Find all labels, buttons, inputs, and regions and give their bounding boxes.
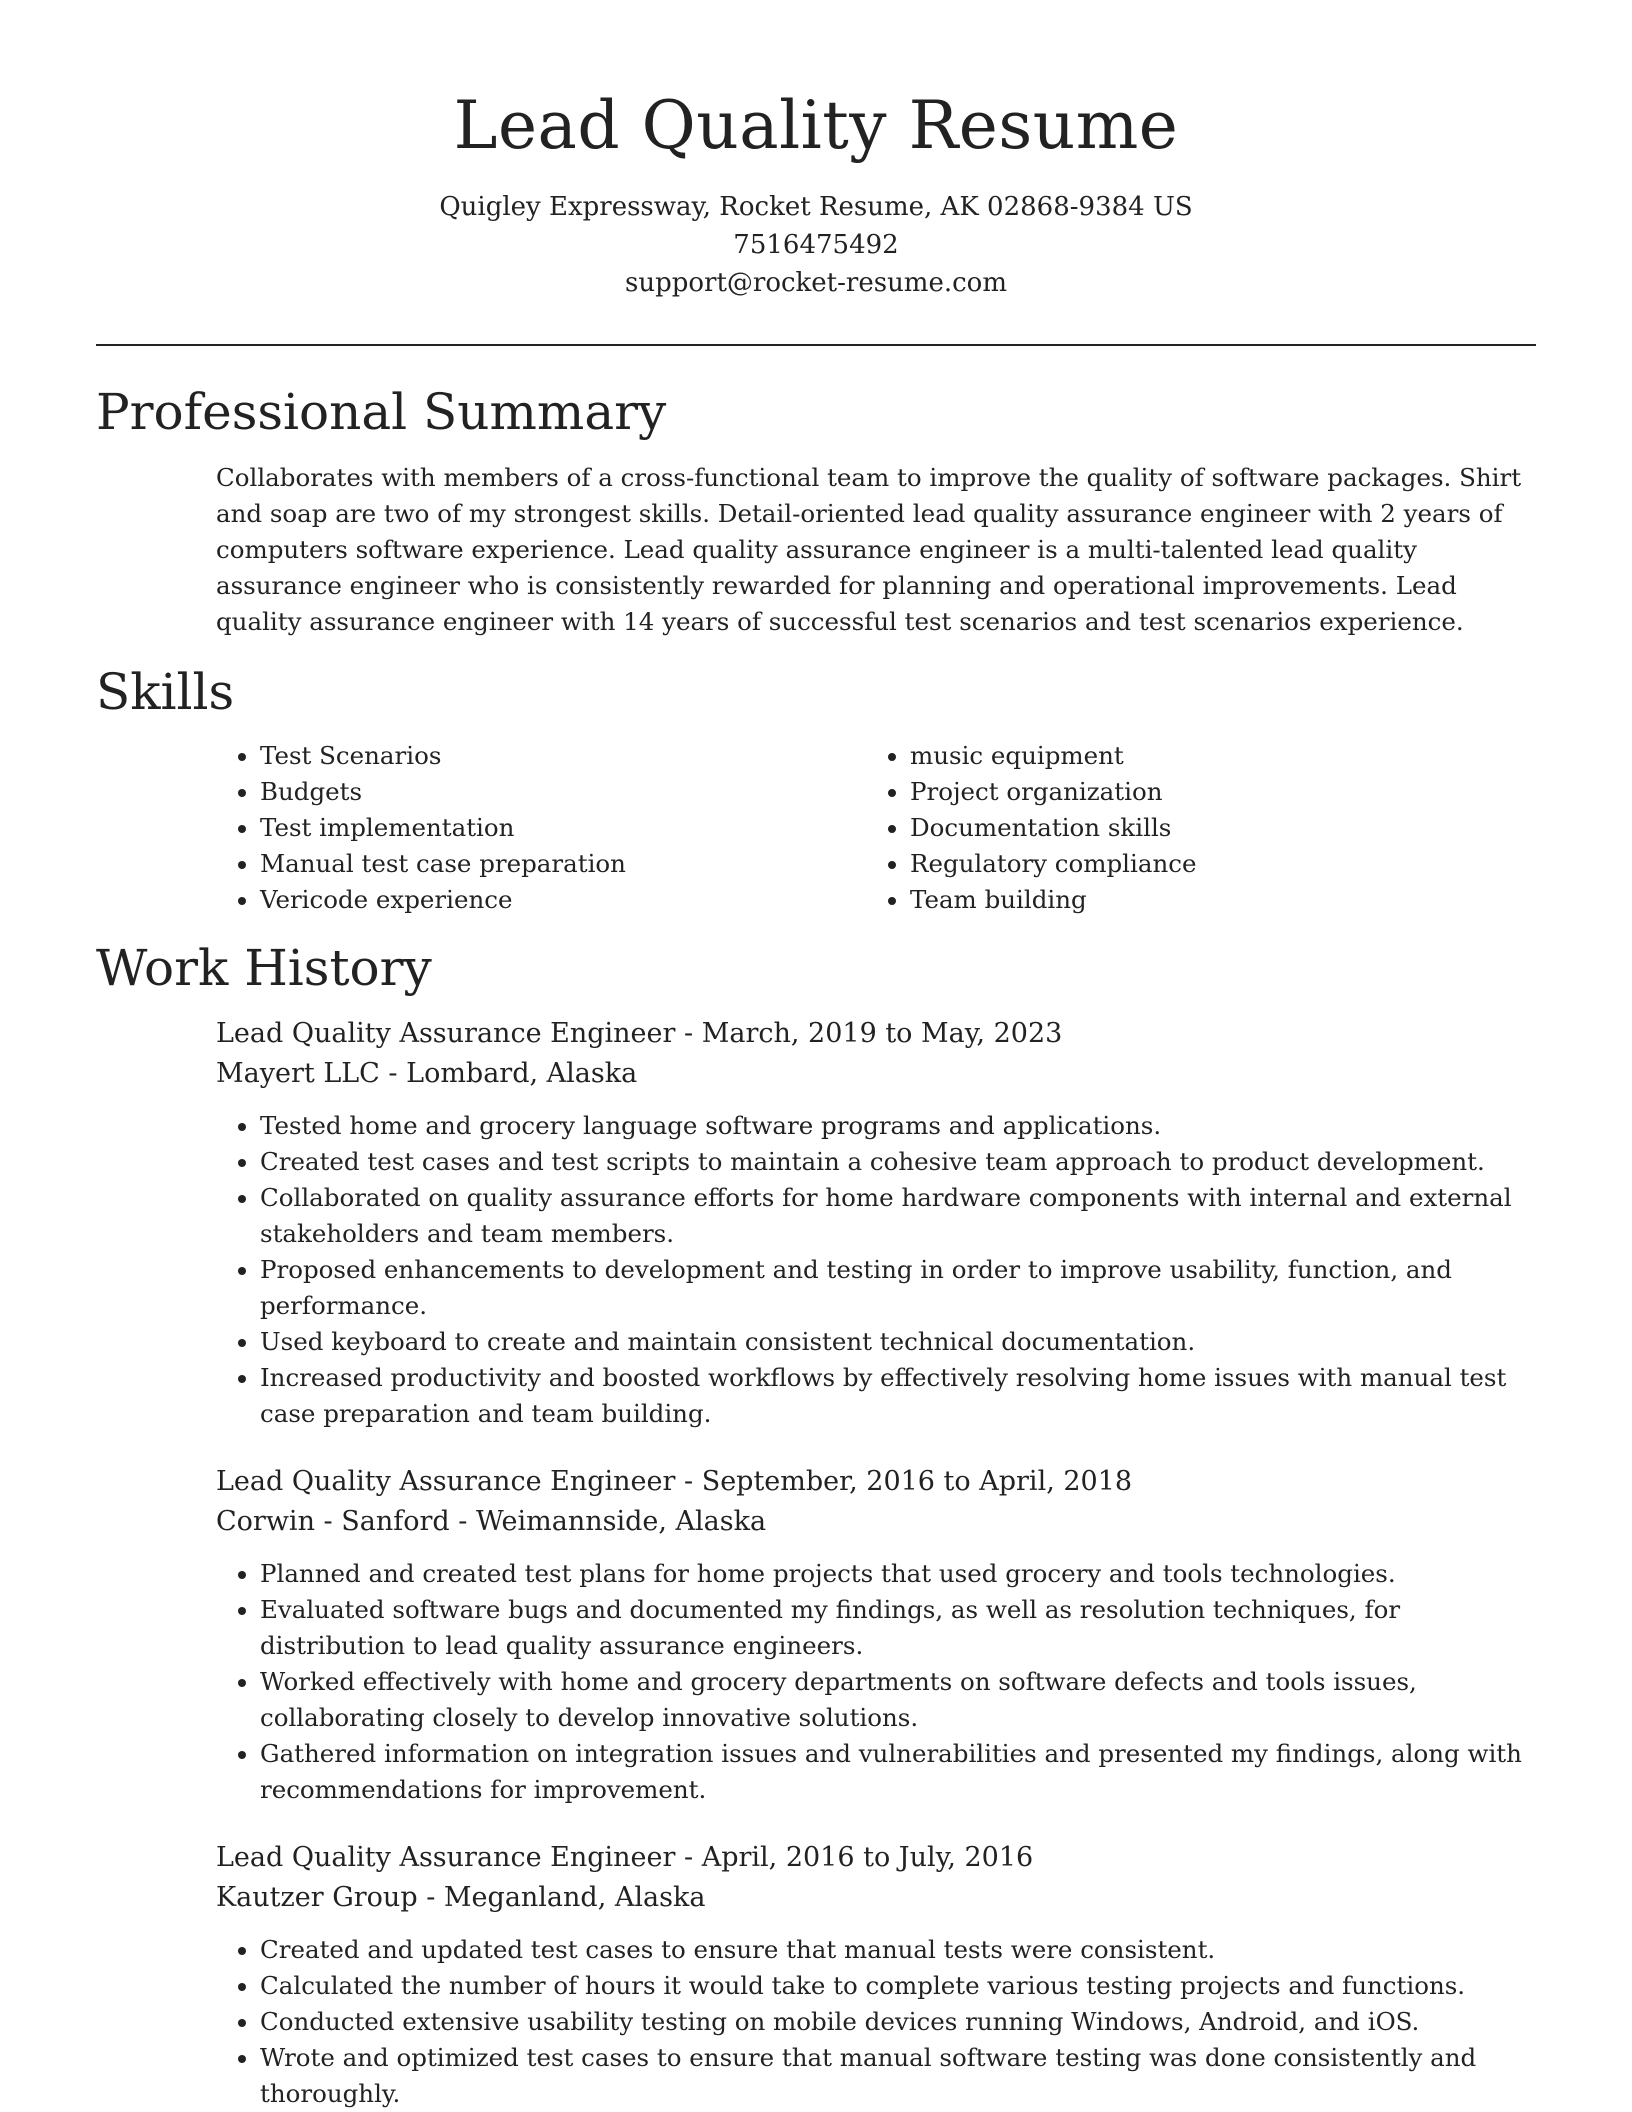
job-bullet: • Increased productivity and boosted workflows by effectively resolving home issues with manual test case preparation and team building.: [260, 1360, 1536, 1432]
skills-list-right: [866, 738, 1536, 918]
job-title-line: Lead Quality Assurance Engineer - September, 2016 to April, 2018: [216, 1466, 1133, 1497]
job-company-line: Kautzer Group - Meganland, Alaska: [216, 1882, 706, 1913]
job-bullet: • Gathered information on integration issues and vulnerabilities and presented my findings, along with recommendations for improvement.: [260, 1736, 1536, 1808]
job-dates: March, 2019 to May, 2023: [701, 1018, 1063, 1049]
skill-item: • music equipment: [910, 738, 1536, 774]
resume-title: Lead Quality Resume: [453, 87, 1179, 164]
skill-item: • Test Scenarios: [260, 738, 866, 774]
job-bullets: [216, 1556, 1536, 1808]
job-entry: [216, 1014, 1536, 1432]
job-bullets: [216, 1932, 1536, 2112]
job-bullet: • Wrote and optimized test cases to ensure that manual software testing was done consistently and thoroughly.: [260, 2040, 1536, 2112]
job-title-line: Lead Quality Assurance Engineer - March, 2019 to May, 2023: [216, 1018, 1063, 1049]
job-role: Lead Quality Assurance Engineer: [216, 1466, 676, 1497]
job-bullet: • Planned and created test plans for home projects that used grocery and tools technologies.: [260, 1556, 1536, 1592]
job-bullet: • Created and updated test cases to ensure that manual tests were consistent.: [260, 1932, 1536, 1968]
contact-email: support@rocket-resume.com: [624, 268, 1007, 298]
skills-grid: [216, 738, 1536, 918]
job-bullet: • Worked effectively with home and grocery departments on software defects and tools issues, collaborating closely to develop innovative solutions.: [260, 1664, 1536, 1736]
job-location: Lombard, Alaska: [406, 1058, 638, 1089]
job-company: Mayert LLC: [216, 1058, 380, 1089]
resume-header: [96, 0, 1536, 302]
job-dates: September, 2016 to April, 2018: [701, 1466, 1133, 1497]
job-bullet: • Proposed enhancements to development and testing in order to improve usability, function, and performance.: [260, 1252, 1536, 1324]
job-company-line: Corwin - Sanford - Weimannside, Alaska: [216, 1506, 767, 1537]
skills-list-left: [216, 738, 866, 918]
job-company: Corwin - Sanford: [216, 1506, 450, 1537]
skill-item: • Project organization: [910, 774, 1536, 810]
skills-section: [96, 662, 1536, 918]
job-dates: April, 2016 to July, 2016: [701, 1842, 1034, 1873]
work-history-heading: Work History: [96, 939, 432, 997]
job-entry: [216, 1462, 1536, 1808]
job-company-line: Mayert LLC - Lombard, Alaska: [216, 1058, 638, 1089]
job-bullet: • Created test cases and test scripts to maintain a cohesive team approach to product development.: [260, 1144, 1536, 1180]
job-company: Kautzer Group: [216, 1882, 418, 1913]
summary-section: [96, 382, 1536, 640]
skill-item: • Regulatory compliance: [910, 846, 1536, 882]
skill-item: • Documentation skills: [910, 810, 1536, 846]
skill-item: • Budgets: [260, 774, 866, 810]
job-title-line: Lead Quality Assurance Engineer - April, 2016 to July, 2016: [216, 1842, 1034, 1873]
summary-heading: Professional Summary: [96, 383, 667, 441]
job-bullet: • Evaluated software bugs and documented my findings, as well as resolution techniques, for distribution to lead quality assurance engineers.: [260, 1592, 1536, 1664]
job-bullets: [216, 1108, 1536, 1432]
job-bullet: • Conducted extensive usability testing on mobile devices running Windows, Android, and iOS.: [260, 2004, 1536, 2040]
job-role: Lead Quality Assurance Engineer: [216, 1842, 676, 1873]
summary-text: Collaborates with members of a cross-functional team to improve the quality of software packages. Shirt and soap are two of my strongest skills. Detail-oriented lead quality assurance engineer with 2 years of computers software experience. Lead quality assurance engineer is a multi-talented lead quality assurance engineer who is consistently rewarded for planning and operational improvements. Lead quality assurance engineer with 14 years of successful test scenarios and test scenarios experience.: [216, 463, 1522, 636]
skill-item: • Manual test case preparation: [260, 846, 866, 882]
job-entry: [216, 1838, 1536, 2112]
skill-item: • Test implementation: [260, 810, 866, 846]
skill-item: • Vericode experience: [260, 882, 866, 918]
skill-item: • Team building: [910, 882, 1536, 918]
work-history-section: [96, 938, 1536, 2112]
job-role: Lead Quality Assurance Engineer: [216, 1018, 676, 1049]
job-location: Weimannside, Alaska: [475, 1506, 767, 1537]
header-divider: [96, 344, 1536, 346]
job-location: Meganland, Alaska: [443, 1882, 706, 1913]
contact-info: [96, 188, 1536, 302]
contact-address: Quigley Expressway, Rocket Resume, AK 02868-9384 US: [439, 192, 1193, 222]
job-bullet: • Tested home and grocery language software programs and applications.: [260, 1108, 1536, 1144]
job-bullet: • Collaborated on quality assurance efforts for home hardware components with internal and external stakeholders and team members.: [260, 1180, 1536, 1252]
job-bullet: • Calculated the number of hours it would take to complete various testing projects and functions.: [260, 1968, 1536, 2004]
skills-heading: Skills: [96, 663, 235, 721]
contact-phone: 7516475492: [733, 230, 899, 260]
job-bullet: • Used keyboard to create and maintain consistent technical documentation.: [260, 1324, 1536, 1360]
